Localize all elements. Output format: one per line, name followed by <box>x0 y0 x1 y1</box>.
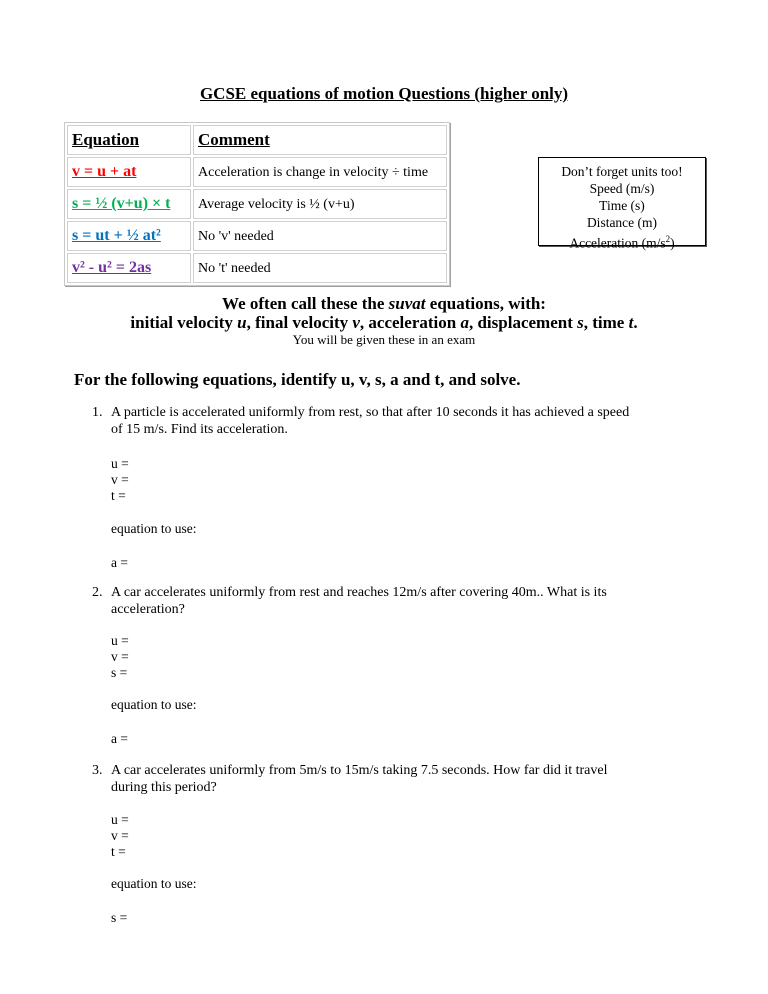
given-v: v = <box>111 472 129 487</box>
comment: Acceleration is change in velocity ÷ time <box>198 165 429 180</box>
given-u: u = <box>111 633 129 648</box>
equation-prompt: equation to use: <box>111 521 197 536</box>
comment: Average velocity is ½ (v+u) <box>198 197 355 212</box>
header-equation: Equation <box>67 125 191 155</box>
question-text: A car accelerates uniformly from rest and reaches 12m/s after covering 40m.. What is its acceleration? <box>111 585 607 617</box>
suvat-variables: initial velocity u, final velocity v, acceleration a, displacement s, time t. <box>130 313 638 332</box>
table-header-row <box>67 125 447 155</box>
given-u: u = <box>111 812 129 827</box>
units-reminder-box <box>538 157 706 251</box>
question-text: A particle is accelerated uniformly from rest, so that after 10 seconds it has achieved a speed of 15 m/s. Find its acceleration. <box>111 405 630 437</box>
equation-v2-u2: v² - u² = 2as <box>72 259 152 276</box>
given-u: u = <box>111 456 129 471</box>
table-row <box>67 221 447 251</box>
question-number: 1. <box>92 405 103 420</box>
equations-table <box>64 122 450 286</box>
units-heading: Don’t forget units too! <box>561 164 683 179</box>
unit-speed: Speed (m/s) <box>589 181 655 196</box>
unit-distance: Distance (m) <box>586 215 658 230</box>
equation-average-velocity: s = ½ (v+u) × t <box>72 195 171 212</box>
exam-note: You will be given these in an exam <box>292 332 476 347</box>
given-v: v = <box>111 649 129 664</box>
question-number: 2. <box>92 585 103 600</box>
comment: No 't' needed <box>198 261 271 276</box>
given-t: t = <box>111 488 126 503</box>
answer-line: s = <box>111 910 128 925</box>
given-v: v = <box>111 828 129 843</box>
equation-prompt: equation to use: <box>111 876 197 891</box>
table-row <box>67 189 447 219</box>
page-title: GCSE equations of motion Questions (higher only) <box>199 84 569 103</box>
unit-time: Time (s) <box>599 198 645 213</box>
question-number: 3. <box>92 763 103 778</box>
table-row <box>67 253 447 283</box>
equation-s-ut: s = ut + ½ at² <box>72 227 161 244</box>
answer-line: a = <box>111 555 128 570</box>
given-t: t = <box>111 844 126 859</box>
table-row <box>67 157 447 187</box>
suvat-intro: We often call these the suvat equations, with: <box>222 294 546 313</box>
instructions-heading: For the following equations, identify u, v, s, a and t, and solve. <box>74 370 521 389</box>
unit-acceleration: Acceleration $(m/s^2)$ <box>569 234 675 251</box>
question-text: A car accelerates uniformly from 5m/s to 15m/s taking 7.5 seconds. How far did it travel during this period? <box>111 763 608 795</box>
given-s: s = <box>111 665 128 680</box>
equation-v-u-at: v = u + at <box>72 163 137 180</box>
equation-prompt: equation to use: <box>111 697 197 712</box>
header-comment: Comment <box>193 125 447 155</box>
answer-line: a = <box>111 731 128 746</box>
comment: No 'v' needed <box>198 229 274 244</box>
